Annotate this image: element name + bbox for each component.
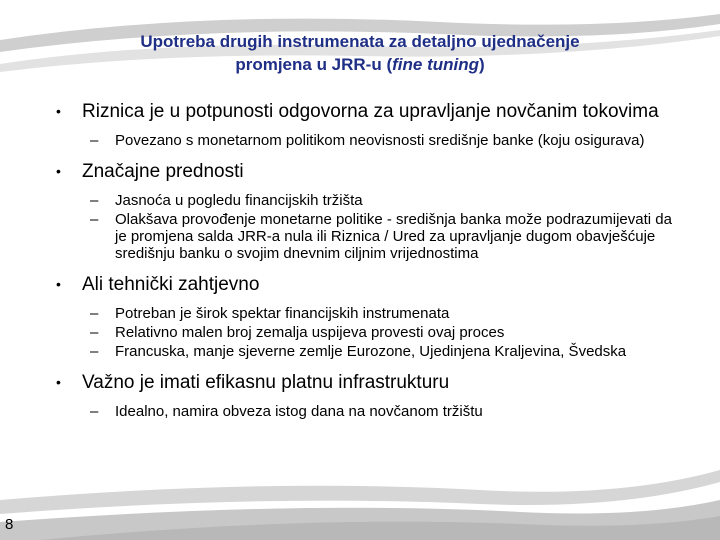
sub-bullet-item: [52, 403, 672, 420]
bullet-text: Značajne prednosti: [82, 161, 244, 182]
sub-bullet-text: Povezano s monetarnom politikom neovisnosti središnje banke (koju osigurava): [115, 132, 645, 149]
bullet-item: [52, 100, 672, 123]
title-italic-term: fine tuning: [392, 55, 479, 74]
sub-bullet-item: [52, 343, 672, 360]
slide-title: [60, 30, 660, 76]
title-line-2: [60, 53, 660, 76]
dash-symbol: –: [90, 403, 99, 420]
dash-symbol: –: [90, 211, 99, 228]
dash-symbol: –: [90, 192, 99, 209]
bullet-symbol: •: [56, 163, 61, 179]
sub-bullet-text: Potreban je širok spektar financijskih instrumenata: [115, 305, 450, 322]
sub-bullet-item: [52, 132, 672, 149]
bullet-list: [52, 100, 672, 428]
dash-symbol: –: [90, 132, 99, 149]
bullet-symbol: •: [56, 103, 61, 119]
title-line-1: Upotreba drugih instrumenata za detaljno ujednačenje: [140, 32, 580, 51]
dash-symbol: –: [90, 324, 99, 341]
dash-symbol: –: [90, 343, 99, 360]
bullet-text: Riznica je u potpunosti odgovorna za upravljanje novčanim tokovima: [82, 101, 659, 122]
bullet-item: [52, 273, 672, 296]
sub-bullet-text: Idealno, namira obveza istog dana na novčanom tržištu: [115, 403, 483, 420]
title-line-2-prefix: promjena u JRR-u (: [235, 55, 393, 74]
sub-bullet-item: [52, 211, 672, 262]
sub-bullet-text: Jasnoća u pogledu financijskih tržišta: [115, 192, 363, 209]
bullet-text: Važno je imati efikasnu platnu infrastrukturu: [82, 372, 450, 393]
sub-bullet-text: Relativno malen broj zemalja uspijeva provesti ovaj proces: [115, 324, 505, 341]
bullet-item: [52, 371, 672, 394]
bullet-symbol: •: [56, 276, 61, 292]
bullet-text: Ali tehnički zahtjevno: [82, 274, 260, 295]
title-line-2-suffix: ): [479, 55, 485, 74]
sub-bullet-text: Olakšava provođenje monetarne politike - središnja banka može podrazumijevati da je promjena salda JRR-a nula ili Riznica / Ured za upravljanje dugom obavješćuje središnju banku o svojim dnevnim ciljnim vrijednostima: [115, 211, 672, 262]
page-number: 8: [5, 516, 14, 533]
bullet-item: [52, 160, 672, 183]
sub-bullet-item: [52, 305, 672, 322]
dash-symbol: –: [90, 305, 99, 322]
sub-bullet-item: [52, 192, 672, 209]
bullet-symbol: •: [56, 374, 61, 390]
sub-bullet-text: Francuska, manje sjeverne zemlje Eurozone, Ujedinjena Kraljevina, Švedska: [115, 343, 627, 360]
sub-bullet-item: [52, 324, 672, 341]
